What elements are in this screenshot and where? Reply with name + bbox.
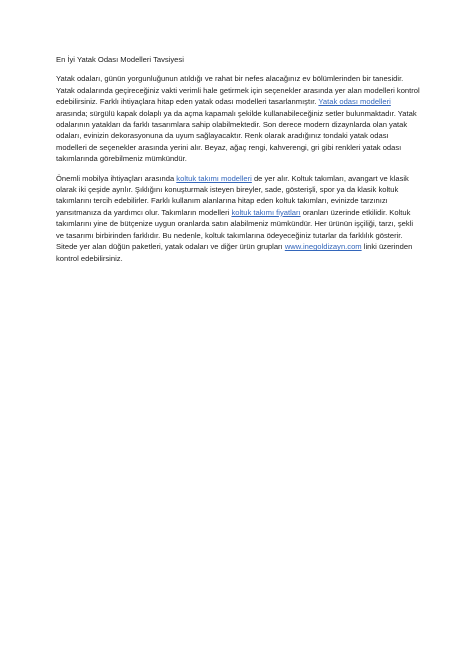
link-inegoldizayn[interactable]: www.inegoldizayn.com: [284, 242, 362, 252]
paragraph-text: Yatak odaları, günün yorgunluğunun atıldığı ve rahat bir nefes alacağınız ev bölümlerinden bir tanesidir. Yatak odalarında geçireceğiniz vakti verimli hale getirmek için seçenekler arasında yer alan modelleri kontrol edebilirsiniz. Farklı ihtiyaçlara hitap eden yatak odası modelleri tasarlanmıştır.: [56, 74, 420, 107]
link-yatak-odasi-modelleri[interactable]: Yatak odası modelleri: [318, 97, 391, 107]
paragraph-text: arasında; sürgülü kapak dolaplı ya da açma kapamalı şekilde kullanabileceğiniz setler bulunmaktadır. Yatak odalarının yatakları da farklı tasarımlara sahip olabilmektedir. Son derece modern dizaynlarda olan yatak odaları, evinizin dekorasyonuna da uyum sağlayacaktır. Renk olarak aradığınız tondaki yatak odası modelleri de seçenekler arasında yerini alır. Beyaz, ağaç rengi, kahverengi, gri gibi renkleri yatak odası takımlarında görebilmeniz mümkündür.: [56, 108, 417, 164]
link-koltuk-takimi-modelleri[interactable]: koltuk takımı modelleri: [176, 173, 252, 183]
document-title: En İyi Yatak Odası Modelleri Tavsiyesi: [56, 55, 184, 64]
link-koltuk-takimi-fiyatlari[interactable]: koltuk takımı fiyatları: [231, 207, 301, 217]
paragraph-text: Önemli mobilya ihtiyaçları arasında: [56, 173, 177, 183]
document-body: [56, 54, 420, 272]
paragraph-bedroom: [56, 73, 420, 164]
paragraph-text: linki üzerinden kontrol edebilirsiniz.: [56, 242, 413, 263]
paragraph-text: oranları üzerinde etkilidir. Koltuk takımlarını yine de bütçenize uygun oranlarda satın alabilmeniz mümkündür. Her ürünün işçiliği, tarzı, şekli ve tasarımı birbirinden farklıdır. Bu nedenle, koltuk takımlarına ödeyeceğiniz tutarlar da farklılık gösterir. Sitede yer alan düğün paketleri, yatak odaları ve diğer ürün grupları: [56, 207, 414, 252]
paragraph-text: de yer alır. Koltuk takımları, avangart ve klasik olarak iki çeşide ayrılır. Şıklığını konuşturmak isteyen bireyler, sade, gösterişli, spor ya da klasik koltuk takımlarını tercih edebilirler. Farklı kullanım alanlarına hitap eden koltuk takımları, evinizde tarzınızı yansıtmanıza da yardımcı olur. Takımların modelleri: [56, 173, 409, 217]
paragraph-sofa: [56, 173, 420, 264]
